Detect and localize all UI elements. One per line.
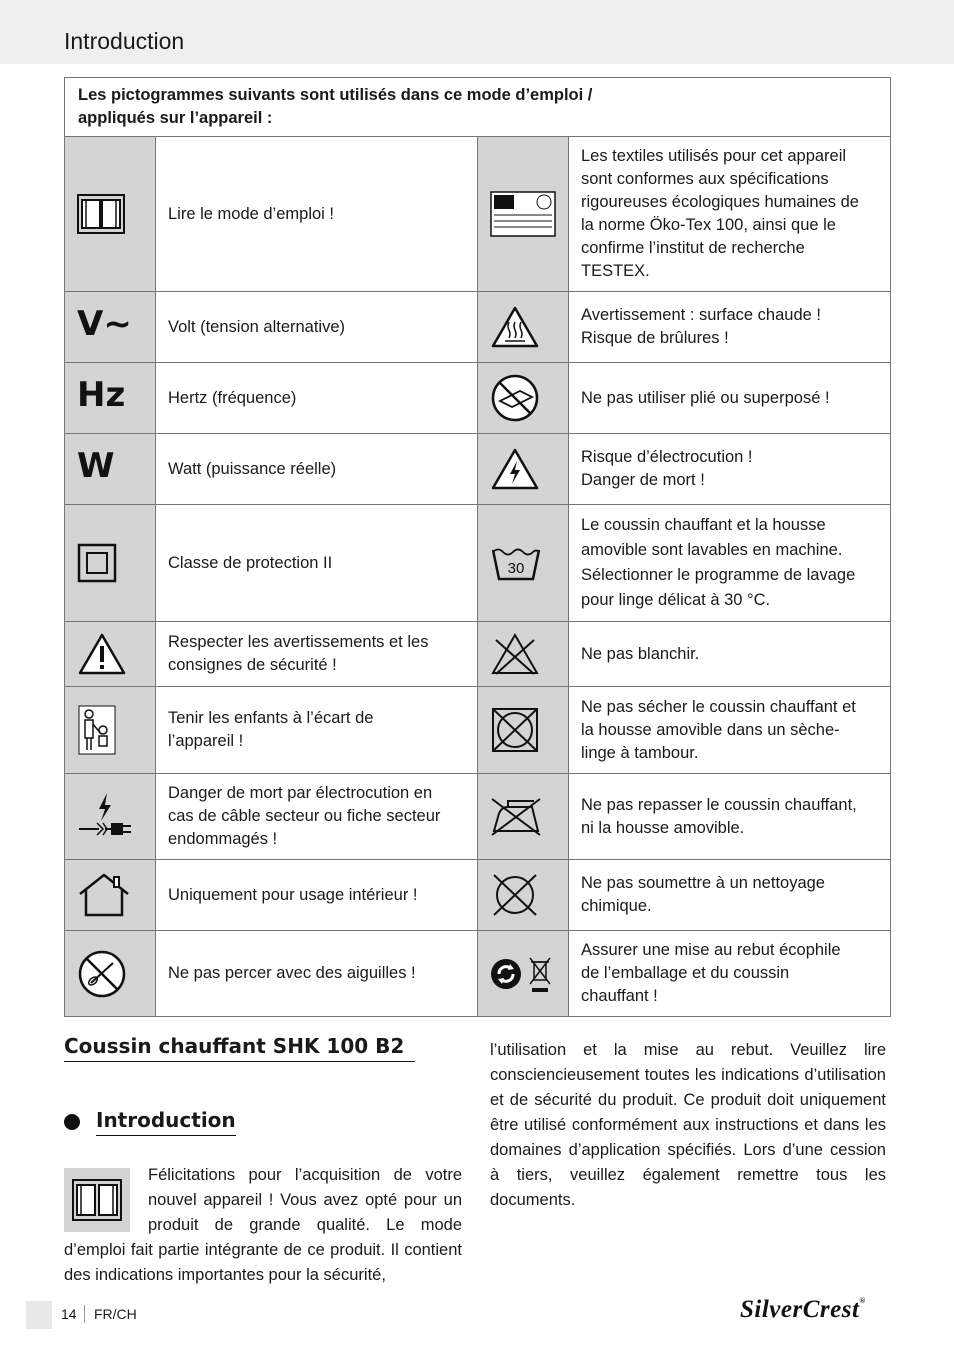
introduction-title: Introduction [96,1108,236,1136]
open-book-icon [65,137,156,292]
footer-language: FR/CH [94,1306,137,1322]
table-row [65,860,891,931]
wash-temperature-label: 30 [507,560,525,577]
table-row [65,137,891,292]
table-row [65,434,891,505]
table-heading: Les pictogrammes suivants sont utilisés dans ce mode d’emploi / appliqués sur l’appareil : [65,78,891,137]
table-cell-text: Uniquement pour usage intérieur ! [156,860,478,931]
table-cell-text: Risque d’électrocution ! Danger de mort ! [569,434,891,505]
indoor-use-house-icon [65,860,156,931]
table-cell-text: Ne pas percer avec des aiguilles ! [156,931,478,1017]
table-cell-text: Les textiles utilisés pour cet appareil sont conformes aux spécifications rigoureuses écologiques humaines de la norme Öko-Tex 100, ainsi que le confirme l’institut de recherche TESTEX. [569,137,891,292]
introduction-text-left: Félicitations pour l’acquisition de votre nouvel appareil ! Vous avez opté pour un produit de grande qualité. Le mode d’emploi fait partie intégrante de ce produit. Il contient des indications importantes pour la sécurité, [64,1166,462,1284]
bullet-icon [64,1114,80,1130]
table-cell-text: Hertz (fréquence) [156,363,478,434]
oeko-tex-label-icon [478,137,569,292]
table-cell-text: Watt (puissance réelle) [156,434,478,505]
pictogram-table [64,77,891,1017]
table-cell-text: Ne pas soumettre à un nettoyage chimique. [569,860,891,931]
no-bleach-icon [478,622,569,687]
table-cell-text: Le coussin chauffant et la housse amovible sont lavables en machine. Sélectionner le programme de lavage pour linge délicat à 30 °C. [569,505,891,622]
warning-triangle-icon [65,622,156,687]
table-row [65,505,891,622]
no-tumble-dry-icon [478,687,569,774]
recycling-disposal-icon [478,931,569,1017]
volt-ac-symbol: V~ [65,292,156,363]
keep-away-children-icon [65,687,156,774]
watt-symbol: W [65,434,156,505]
table-cell-text: Lire le mode d’emploi ! [156,137,478,292]
no-needles-icon [65,931,156,1017]
table-cell-text: Classe de protection II [156,505,478,622]
table-cell-text: Volt (tension alternative) [156,292,478,363]
table-cell-text: Ne pas blanchir. [569,622,891,687]
table-row [65,774,891,860]
introduction-heading [64,1108,236,1136]
table-row [65,292,891,363]
table-cell-text: Assurer une mise au rebut écophile de l’emballage et du coussin chauffant ! [569,931,891,1017]
no-ironing-icon [478,774,569,860]
table-cell-text: Avertissement : surface chaude ! Risque de brûlures ! [569,292,891,363]
no-dry-clean-icon [478,860,569,931]
footer-divider [84,1305,85,1323]
table-row [65,931,891,1017]
electric-shock-warning-icon [478,434,569,505]
no-folding-icon [478,363,569,434]
hot-surface-warning-icon [478,292,569,363]
damaged-cable-danger-icon [65,774,156,860]
table-row [65,363,891,434]
hertz-symbol: Hz [65,363,156,434]
table-cell-text: Respecter les avertissements et les consignes de sécurité ! [156,622,478,687]
table-cell-text: Tenir les enfants à l’écart de l’appareil ! [156,687,478,774]
protection-class-ii-icon [65,505,156,622]
page-header-title: Introduction [64,28,185,54]
table-cell-text: Ne pas utiliser plié ou superposé ! [569,363,891,434]
table-row [65,687,891,774]
introduction-text-right: l’utilisation et la mise au rebut. Veuillez lire consciencieusement toutes les indications d’utilisation et de sécurité du produit. Ce produit doit uniquement être utilisé conformément aux instructions et dans les domaines d’application spécifiés. Lors d’une cession à tiers, veuillez également remettre tous les documents. [490,1041,886,1209]
brand-logo: SilverCrest® [740,1296,866,1323]
product-title: Coussin chauffant SHK 100 B2 [64,1034,415,1062]
table-cell-text: Danger de mort par électrocution en cas de câble secteur ou fiche secteur endommagés ! [156,774,478,860]
table-cell-text: Ne pas sécher le coussin chauffant et la housse amovible dans un sèche- linge à tambour. [569,687,891,774]
footer-box [26,1301,52,1329]
page-number: 14 [61,1306,77,1322]
wash-30-icon [478,505,569,622]
table-cell-text: Ne pas repasser le coussin chauffant, ni la housse amovible. [569,774,891,860]
table-row [65,622,891,687]
